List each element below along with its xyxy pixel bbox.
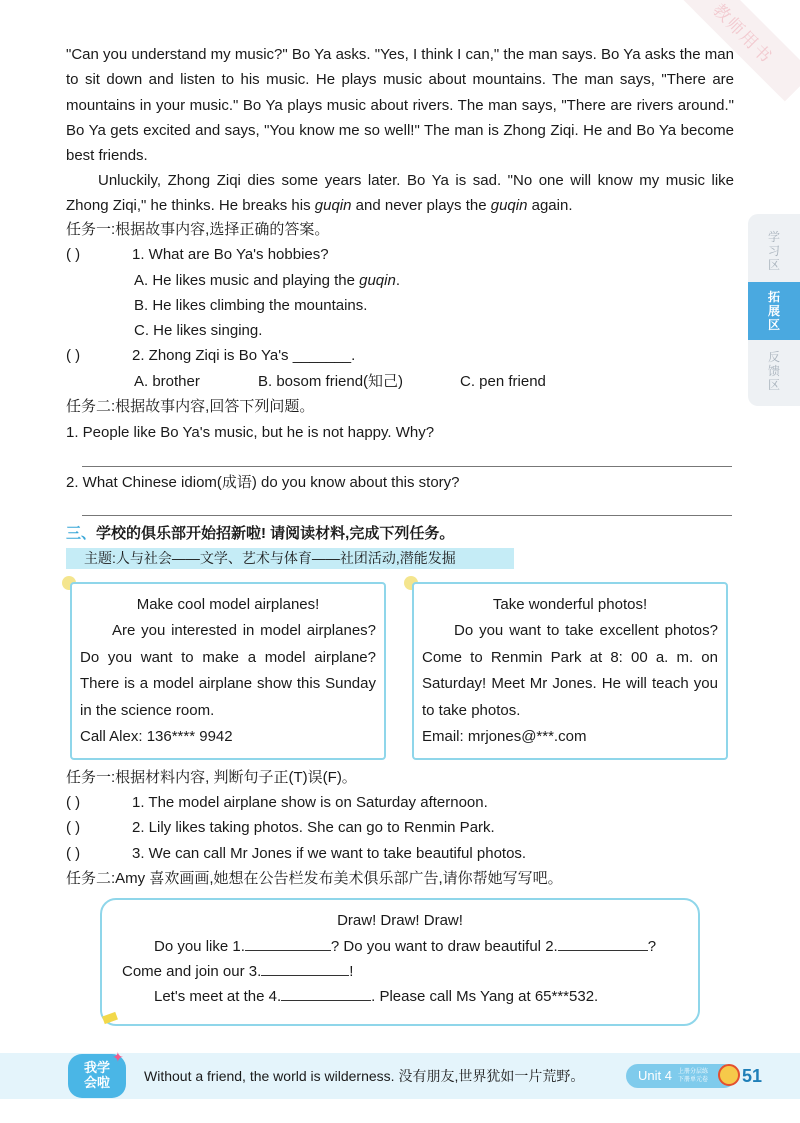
blank-2[interactable] [558,936,648,951]
option-c: C. pen friend [460,373,546,390]
club-card-photos [412,582,728,760]
side-tab-bar [748,214,800,406]
option-a: A. brother [134,373,200,390]
answer-paren[interactable]: ( ) [66,347,81,364]
tf-item-2: ( ) 2. Lily likes taking photos. She can go to Renmin Park. [66,819,495,836]
tab-study[interactable]: 学习区 [767,230,780,272]
option-a: A. He likes music and playing the guqin. [134,272,400,289]
section3-task1-heading: 任务一:根据材料内容, 判断句子正(T)误(F)。 [66,769,357,786]
tab-feedback[interactable]: 反馈区 [767,350,780,392]
story-paragraph-2: Unluckily, Zhong Ziqi dies some years later. Bo Ya is sad. "No one will know my music like Zhong Ziqi," he thinks. He breaks his guqin and never plays the guqin again. [66,172,734,215]
task1-question-2: ( ) 2. Zhong Ziqi is Bo Ya's _______. [66,347,356,364]
notice-title: Draw! Draw! Draw! [337,912,463,929]
task2-question-2: 2. What Chinese idiom(成语) do you know about this story? [66,474,460,491]
section3-task2-heading: 任务二:Amy 喜欢画画,她想在公告栏发布美术俱乐部广告,请你帮她写写吧。 [66,870,563,887]
watermark: 教师用书 [708,0,777,68]
notice-line-1: Do you like 1. ? Do you want to draw beautiful 2. ? [154,938,657,955]
page-number: 51 [742,1066,763,1086]
notice-line-2: Come and join our 3. ! [122,963,354,980]
answer-paren[interactable]: ( ) [66,819,81,836]
story-paragraph-1: "Can you understand my music?" Bo Ya asks. "Yes, I think I can," the man says. Bo Ya asks the man to sit down and listen to his music. He plays music about mountains. The man says, "There are mountains in your music." Bo Ya plays music about rivers. The man says, "There are rivers around." Bo Ya gets excited and says, "You know me so well!" The man is Zhong Ziqi. He and Bo Ya become best friends. [66,46,734,165]
task2-question-1: 1. People like Bo Ya's music, but he is not happy. Why? [66,424,435,441]
tf-item-3: ( ) 3. We can call Mr Jones if we want to take beautiful photos. [66,845,527,862]
task2-heading: 任务二:根据故事内容,回答下列问题。 [66,398,315,415]
option-b: B. bosom friend(知己) [258,373,404,390]
card-body: Are you interested in model airplanes? Do you want to make a model airplane? There is a model airplane show this Sunday in the science room. Call Alex: 136**** 9942 [80,622,376,745]
answer-paren[interactable]: ( ) [66,845,81,862]
card-title: Take wonderful photos! [492,596,648,613]
unit-pill: Unit 4 上册分层练 下册单元卷 [626,1064,736,1088]
task1-heading: 任务一:根据故事内容,选择正确的答案。 [66,221,330,238]
task1-question-1: ( ) 1. What are Bo Ya's hobbies? [66,246,329,263]
answer-paren[interactable]: ( ) [66,794,81,811]
mascot-icon [718,1064,740,1086]
answer-line[interactable] [82,515,732,516]
tf-item-1: ( ) 1. The model airplane show is on Saturday afternoon. [66,794,488,811]
card-body: Do you want to take excellent photos? Come to Renmin Park at 8: 00 a. m. on Saturday! Meet Mr Jones. He will teach you to take photos. Email: mrjones@***.com [422,622,718,745]
tab-extension[interactable]: 拓展区 [748,282,800,340]
learned-badge: 我学会啦 [68,1054,126,1098]
card-title: Make cool model airplanes! [136,596,320,613]
blank-4[interactable] [281,986,371,1001]
star-icon: ✦ [112,1049,124,1065]
notice-line-3: Let's meet at the 4. . Please call Ms Yang at 65***532. [154,988,599,1005]
answer-paren[interactable]: ( ) [66,246,81,263]
section-title: 三、学校的俱乐部开始招新啦! 请阅读材料,完成下列任务。 [66,525,455,542]
notice-board [100,898,700,1026]
club-card-airplanes [70,582,386,760]
option-b: B. He likes climbing the mountains. [134,297,368,314]
theme-banner: 主题:人与社会——文学、艺术与体育——社团活动,潜能发掘 [66,548,514,569]
blank-1[interactable] [245,936,331,951]
option-c: C. He likes singing. [134,322,263,339]
proverb: Without a friend, the world is wilderness. 没有朋友,世界犹如一片荒野。 [144,1068,585,1084]
answer-line[interactable] [82,466,732,467]
blank-3[interactable] [261,961,349,976]
